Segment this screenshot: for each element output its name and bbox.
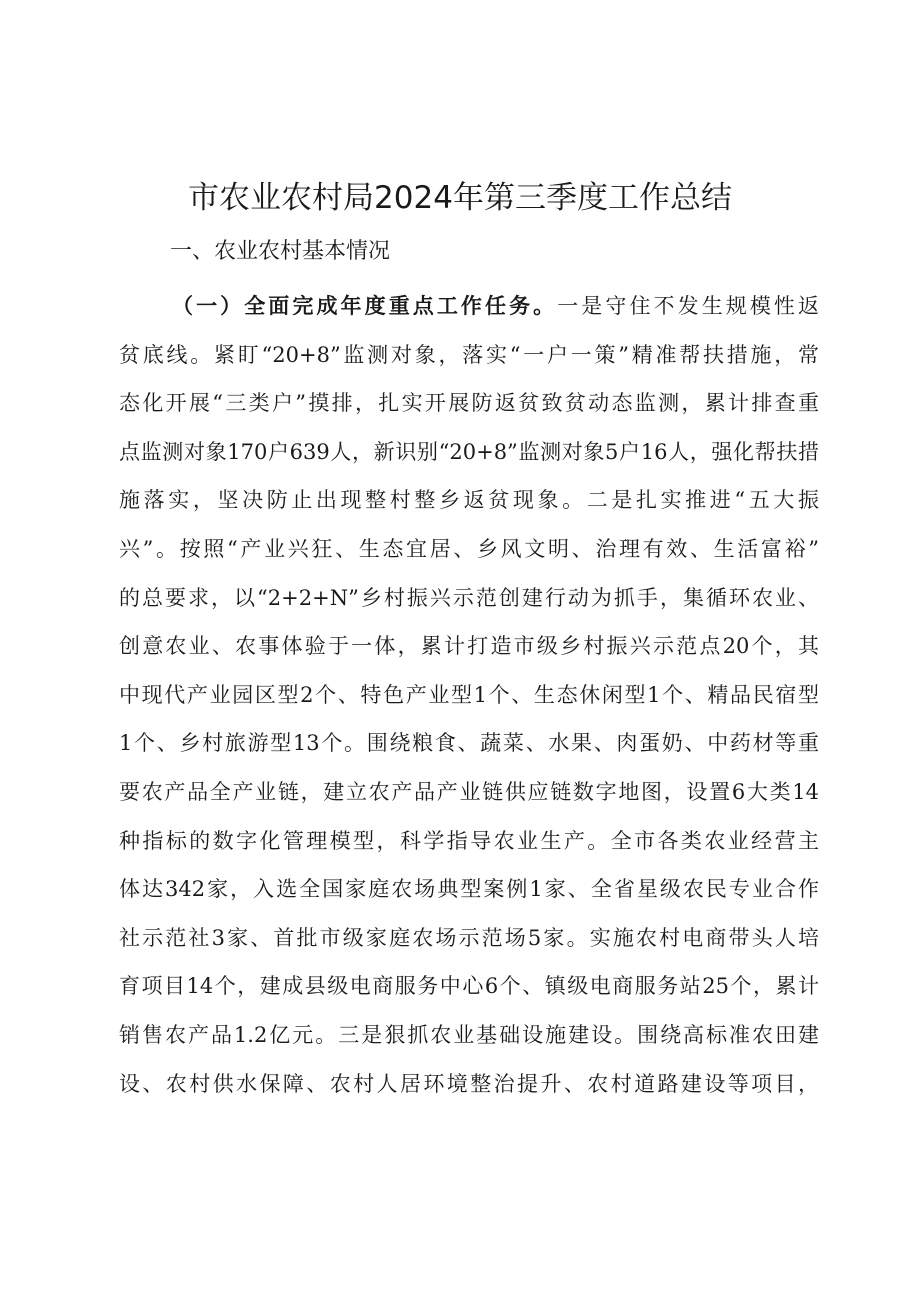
paragraph-line: 销售农产品1.2亿元。三是狠抓农业基础设施建设。围绕高标准农田建 bbox=[119, 1022, 819, 1047]
paragraph-line: 设、农村供水保障、农村人居环境整治提升、农村道路建设等项目， bbox=[119, 1071, 819, 1096]
paragraph-line: 施落实，坚决防止出现整村整乡返贫现象。二是扎实推进“五大振 bbox=[119, 488, 819, 513]
paragraph-line: 要农产品全产业链，建立农产品产业链供应链数字地图，设置6大类14 bbox=[119, 779, 819, 804]
paragraph-line: 社示范社3家、首批市级家庭农场示范场5家。实施农村电商带头人培 bbox=[119, 925, 819, 950]
paragraph-line: 态化开展“三类户”摸排，扎实开展防返贫致贫动态监测，累计排查重 bbox=[119, 391, 819, 416]
paragraph-line: 体达342家，入选全国家庭农场典型案例1家、全省星级农民专业合作 bbox=[119, 877, 819, 902]
document-title: 市农业农村局2024年第三季度工作总结 bbox=[188, 180, 732, 216]
paragraph-line: 育项目14个，建成县级电商服务中心6个、镇级电商服务站25个，累计 bbox=[119, 974, 819, 999]
paragraph-line: 1个、乡村旅游型13个。围绕粮食、蔬菜、水果、肉蛋奶、中药材等重 bbox=[119, 731, 819, 756]
paragraph-line: 的总要求，以“2+2+N”乡村振兴示范创建行动为抓手，集循环农业、 bbox=[119, 585, 819, 610]
paragraph-line: 兴”。按照“产业兴狂、生态宜居、乡风文明、治理有效、生活富裕” bbox=[119, 536, 819, 561]
body-paragraph bbox=[119, 282, 819, 1108]
paragraph-line: 种指标的数字化管理模型，科学指导农业生产。全市各类农业经营主 bbox=[119, 828, 819, 853]
paragraph-line-text: 一是守住不发生规模性返 bbox=[557, 294, 820, 318]
paragraph-line bbox=[119, 282, 819, 331]
section-heading: 一、农业农村基本情况 bbox=[170, 239, 391, 264]
subsection-lead: （一）全面完成年度重点工作任务。 bbox=[172, 294, 558, 318]
paragraph-line: 创意农业、农事体验于一体，累计打造市级乡村振兴示范点20个，其 bbox=[119, 634, 819, 659]
paragraph-line: 点监测对象170户639人，新识别“20+8”监测对象5户16人，强化帮扶措 bbox=[119, 439, 819, 464]
paragraph-line: 贫底线。紧盯“20+8”监测对象，落实“一户一策”精准帮扶措施，常 bbox=[119, 342, 819, 367]
paragraph-line: 中现代产业园区型2个、特色产业型1个、生态休闲型1个、精品民宿型 bbox=[119, 682, 819, 707]
